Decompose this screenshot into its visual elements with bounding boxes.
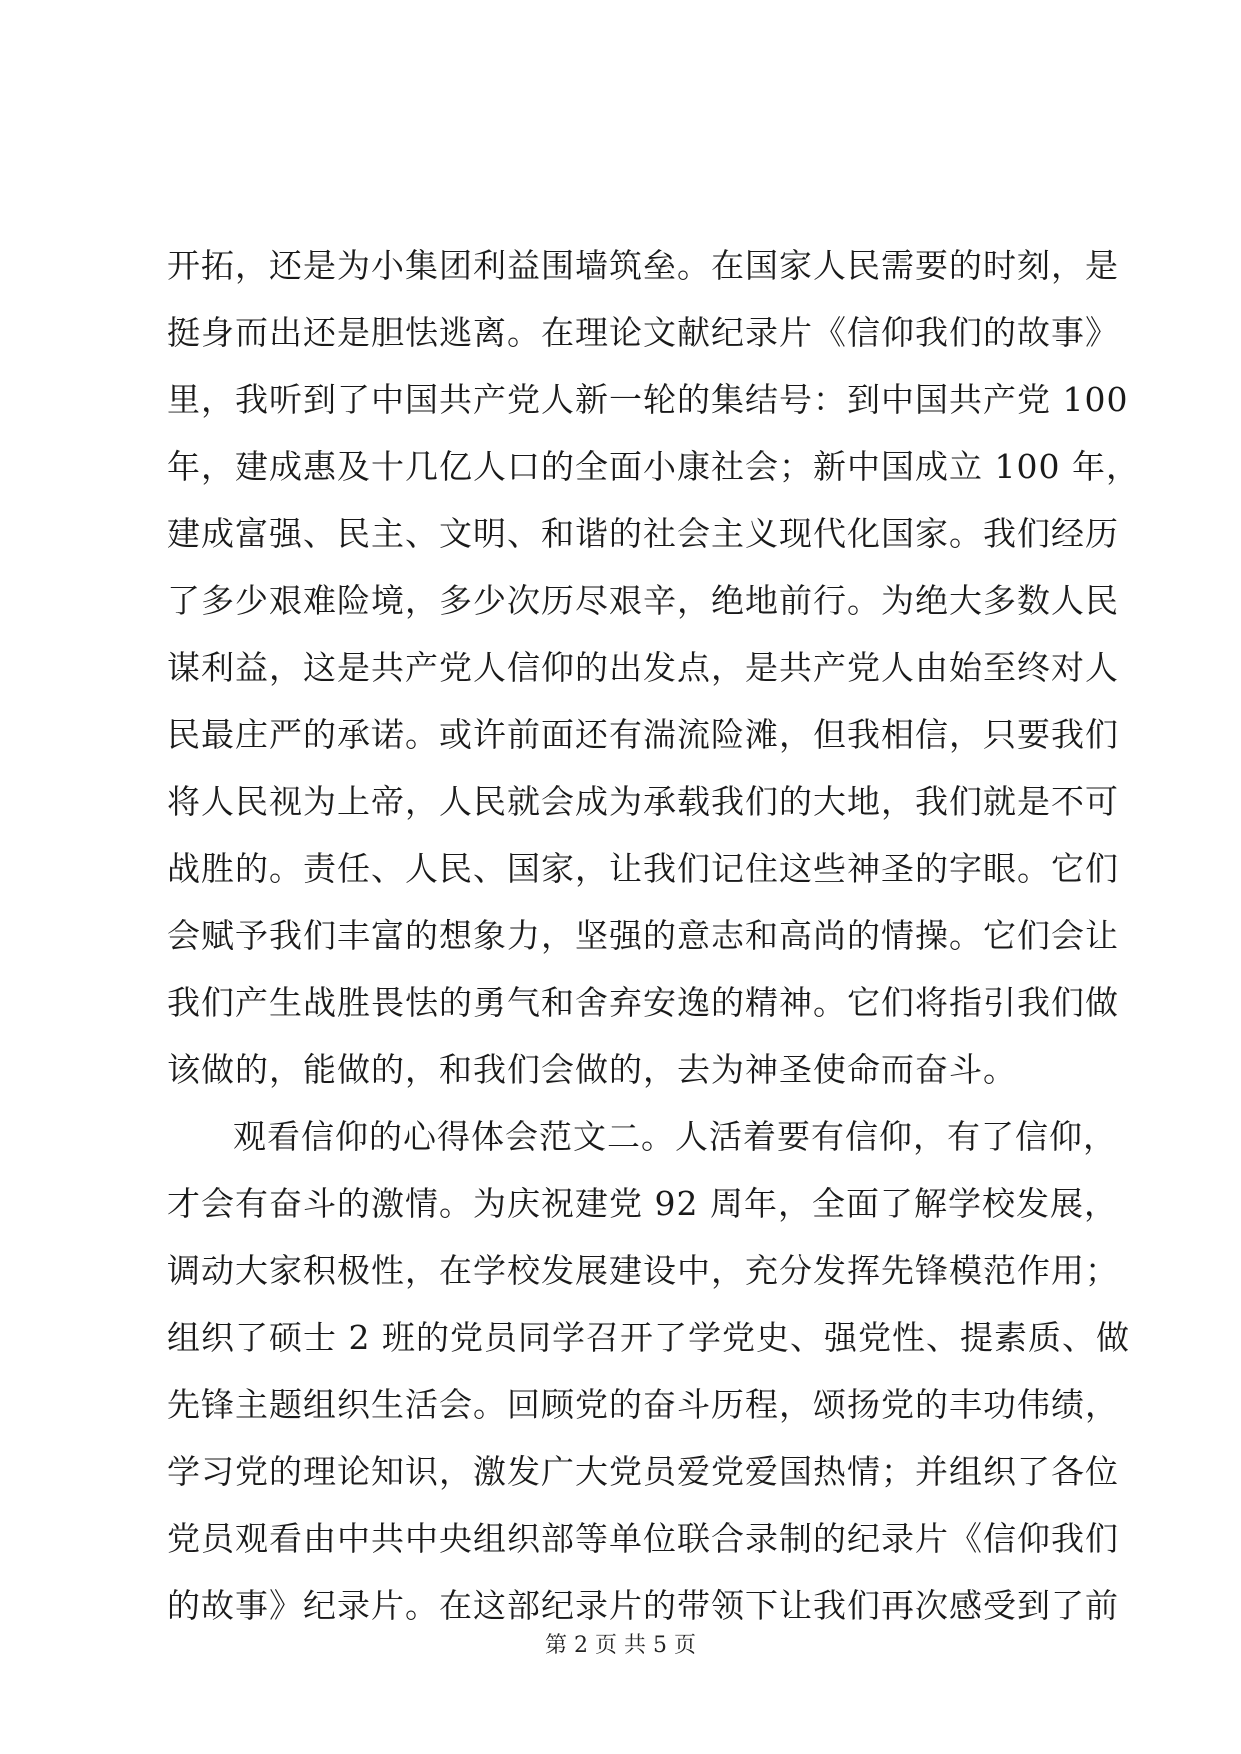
text-line: 先锋主题组织生活会。回顾党的奋斗历程，颂扬党的丰功伟绩， — [167, 1385, 1119, 1424]
text-line: 民最庄严的承诺。或许前面还有湍流险滩，但我相信，只要我们 — [167, 715, 1119, 754]
text-line: 开拓，还是为小集团利益围墙筑垒。在国家人民需要的时刻，是 — [167, 246, 1119, 285]
text-line: 党员观看由中共中央组织部等单位联合录制的纪录片《信仰我们 — [167, 1519, 1119, 1558]
text-line: 建成富强、民主、文明、和谐的社会主义现代化国家。我们经历 — [167, 514, 1119, 553]
paragraph-1 — [167, 232, 1140, 1103]
text-line: 年，建成惠及十几亿人口的全面小康社会；新中国成立 100 年， — [167, 447, 1140, 486]
page-number-footer: 第 2 页 共 5 页 — [545, 1633, 696, 1658]
text-line: 才会有奋斗的激情。为庆祝建党 92 周年，全面了解学校发展， — [167, 1184, 1118, 1223]
text-line: 该做的，能做的，和我们会做的，去为神圣使命而奋斗。 — [167, 1050, 1017, 1089]
text-line: 会赋予我们丰富的想象力，坚强的意志和高尚的情操。它们会让 — [167, 916, 1119, 955]
text-line: 调动大家积极性，在学校发展建设中，充分发挥先锋模范作用； — [167, 1251, 1119, 1290]
text-line: 我们产生战胜畏怯的勇气和舍弃安逸的精神。它们将指引我们做 — [167, 983, 1119, 1022]
text-line: 挺身而出还是胆怯逃离。在理论文献纪录片《信仰我们的故事》 — [167, 313, 1119, 352]
text-line: 学习党的理论知识，激发广大党员爱党爱国热情；并组织了各位 — [167, 1452, 1119, 1491]
text-line: 的故事》纪录片。在这部纪录片的带领下让我们再次感受到了前 — [167, 1586, 1119, 1625]
text-line: 组织了硕士 2 班的党员同学召开了学党史、强党性、提素质、做 — [167, 1318, 1130, 1357]
text-line: 谋利益，这是共产党人信仰的出发点，是共产党人由始至终对人 — [167, 648, 1119, 687]
text-line: 将人民视为上帝，人民就会成为承载我们的大地，我们就是不可 — [167, 782, 1119, 821]
text-line: 战胜的。责任、人民、国家，让我们记住这些神圣的字眼。它们 — [167, 849, 1119, 888]
text-line: 了多少艰难险境，多少次历尽艰辛，绝地前行。为绝大多数人民 — [167, 581, 1119, 620]
document-body — [167, 232, 1140, 1639]
text-line: 观看信仰的心得体会范文二。人活着要有信仰，有了信仰， — [233, 1117, 1117, 1156]
paragraph-2 — [167, 1103, 1130, 1639]
text-line: 里，我听到了中国共产党人新一轮的集结号：到中国共产党 100 — [167, 380, 1129, 419]
